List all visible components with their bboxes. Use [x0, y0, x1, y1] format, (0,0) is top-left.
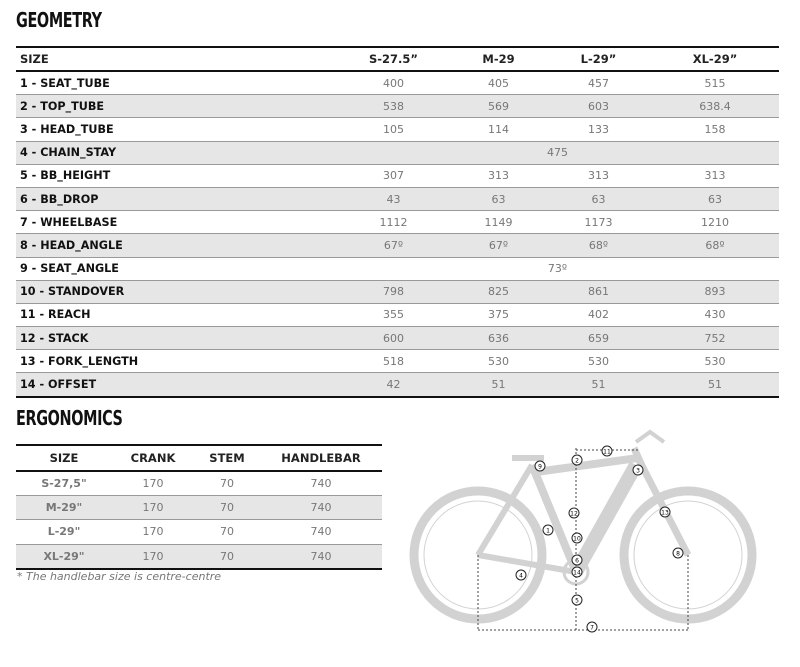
diagram-marker-label: 9: [538, 463, 542, 471]
ergonomics-value: 70: [220, 501, 234, 515]
ergonomics-value: 740: [310, 549, 332, 563]
geometry-merged-value: 73º: [547, 262, 568, 276]
ergonomics-table-body: [16, 471, 382, 569]
geometry-value: 51: [708, 378, 722, 392]
geometry-value: 105: [383, 122, 404, 136]
geometry-value: 659: [588, 331, 609, 345]
ergonomics-value: 170: [142, 501, 164, 515]
geometry-value: 51: [491, 378, 506, 392]
geometry-value: 798: [383, 285, 404, 299]
geometry-value: 68º: [705, 238, 725, 252]
diagram-marker: [660, 507, 670, 517]
ergonomics-col-stem: STEM: [209, 451, 245, 465]
geometry-row: [16, 257, 779, 280]
ergonomics-value: 170: [142, 477, 164, 491]
diagram-marker-label: 5: [575, 597, 579, 605]
geometry-value: 569: [488, 99, 509, 113]
ergonomics-value: 170: [142, 525, 164, 539]
diagram-marker-label: 1: [546, 527, 550, 535]
ergonomics-col-size: SIZE: [49, 451, 79, 465]
geometry-value: 530: [588, 354, 609, 368]
geometry-row: [16, 280, 779, 303]
geometry-row: [16, 95, 779, 118]
geometry-row-label: 2 - TOP_TUBE: [20, 99, 105, 113]
ergonomics-value: 70: [220, 477, 234, 491]
geometry-value: 1149: [484, 215, 513, 229]
geometry-row-label: 11 - REACH: [20, 308, 91, 322]
geometry-row: [16, 211, 779, 234]
diagram-marker-label: 10: [573, 535, 581, 543]
diagram-marker-label: 11: [603, 448, 611, 456]
ergonomics-row-label: XL-29": [43, 549, 85, 563]
diagram-marker: [572, 555, 582, 565]
ergonomics-col-handlebar: HANDLEBAR: [281, 451, 361, 465]
diagram-marker-label: 6: [575, 557, 579, 565]
geometry-value: 1173: [584, 215, 613, 229]
geometry-value: 307: [383, 169, 404, 183]
diagram-marker-label: 2: [575, 457, 579, 465]
top-tube: [536, 458, 638, 472]
geometry-value: 825: [488, 285, 509, 299]
geometry-value: 158: [704, 122, 726, 136]
diagram-marker-label: 14: [573, 569, 581, 577]
geometry-row-label: 14 - OFFSET: [20, 378, 97, 392]
geometry-row-label: 4 - CHAIN_STAY: [20, 146, 117, 160]
geometry-table-body: [16, 71, 779, 397]
geometry-col-l: L-29”: [580, 52, 617, 66]
geometry-row: [16, 350, 779, 373]
geometry-row: [16, 71, 779, 95]
ergonomics-row: [16, 471, 382, 496]
geometry-value: 63: [708, 192, 722, 206]
geometry-row: [16, 118, 779, 141]
ergonomics-table: [16, 444, 382, 570]
ergonomics-value: 70: [220, 549, 234, 563]
ergonomics-row: [16, 544, 382, 569]
ergonomics-value: 740: [310, 525, 332, 539]
geometry-value: 638.4: [699, 99, 731, 113]
geometry-value: 133: [588, 122, 609, 136]
geometry-row-label: 9 - SEAT_ANGLE: [20, 262, 119, 276]
geometry-value: 313: [488, 169, 509, 183]
diagram-marker-label: 13: [661, 509, 669, 517]
geometry-value: 68º: [588, 238, 609, 252]
diagram-marker: [602, 446, 612, 456]
geometry-heading: GEOMETRY: [16, 8, 102, 32]
geometry-row-label: 13 - FORK_LENGTH: [20, 354, 139, 368]
geometry-row: [16, 187, 779, 210]
diagram-marker-label: 12: [570, 510, 578, 518]
geometry-row-label: 8 - HEAD_ANGLE: [20, 238, 123, 252]
geometry-row-label: 1 - SEAT_TUBE: [20, 76, 110, 90]
geometry-value: 51: [591, 378, 606, 392]
diagram-marker-label: 4: [519, 572, 523, 580]
geometry-row: [16, 303, 779, 326]
geometry-row-label: 5 - BB_HEIGHT: [20, 169, 111, 183]
geometry-row: [16, 234, 779, 257]
geometry-value: 400: [383, 76, 404, 90]
geometry-header-row: [16, 47, 779, 71]
geometry-value: 402: [588, 308, 609, 322]
ergonomics-header-row: [16, 445, 382, 471]
geometry-value: 1210: [701, 215, 729, 229]
geometry-value: 67º: [488, 238, 509, 252]
geometry-value: 114: [488, 122, 509, 136]
diagram-marker: [572, 567, 582, 577]
diagram-marker: [543, 525, 553, 535]
ergonomics-heading: ERGONOMICS: [16, 406, 123, 430]
diagram-marker-label: 3: [636, 467, 640, 475]
geometry-row: [16, 164, 779, 187]
geometry-row-label: 10 - STANDOVER: [20, 285, 125, 299]
ergonomics-row: [16, 520, 382, 544]
geometry-value: 42: [386, 378, 401, 392]
diagram-marker: [587, 622, 597, 632]
geometry-value: 518: [383, 354, 404, 368]
geometry-value: 1112: [379, 215, 408, 229]
geometry-value: 457: [588, 76, 609, 90]
geometry-value: 861: [588, 285, 609, 299]
bike-geometry-diagram: [406, 420, 790, 645]
ergonomics-row-label: S-27,5": [41, 477, 87, 491]
diagram-marker: [535, 461, 545, 471]
ergonomics-value: 740: [310, 501, 332, 515]
geometry-row-label: 7 - WHEELBASE: [20, 215, 118, 229]
geometry-row: [16, 373, 779, 397]
geometry-table: [16, 46, 779, 398]
geometry-merged-value: 475: [547, 146, 568, 160]
geometry-value: 530: [488, 354, 509, 368]
chain-stay-tube: [478, 555, 576, 572]
ergonomics-row-label: L-29": [47, 525, 81, 539]
ergonomics-value: 70: [220, 525, 234, 539]
geometry-value: 375: [488, 308, 509, 322]
geometry-value: 515: [704, 76, 726, 90]
ergonomics-row: [16, 496, 382, 520]
diagram-marker-label: 8: [676, 550, 680, 558]
geometry-row-label: 6 - BB_DROP: [20, 192, 99, 206]
geometry-col-m: M-29: [482, 52, 515, 66]
geometry-col-size: SIZE: [20, 52, 49, 66]
diagram-marker: [633, 465, 643, 475]
geometry-value: 530: [704, 354, 726, 368]
diagram-marker: [572, 533, 582, 543]
geometry-value: 430: [704, 308, 726, 322]
geometry-value: 63: [591, 192, 606, 206]
diagram-marker: [572, 595, 582, 605]
diagram-marker-label: 7: [590, 624, 594, 632]
ergonomics-value: 740: [310, 477, 332, 491]
diagram-marker: [569, 508, 579, 518]
geometry-value: 603: [588, 99, 609, 113]
handlebar-footnote: * The handlebar size is centre-centre: [17, 570, 222, 583]
geometry-value: 313: [704, 169, 726, 183]
handlebar: [636, 432, 664, 442]
geometry-value: 538: [383, 99, 404, 113]
geometry-row: [16, 141, 779, 164]
geometry-value: 893: [704, 285, 726, 299]
geometry-row-label: 12 - STACK: [20, 331, 89, 345]
diagram-marker: [673, 548, 683, 558]
ergonomics-value: 170: [142, 549, 164, 563]
geometry-value: 405: [488, 76, 509, 90]
ergonomics-row-label: M-29": [45, 501, 83, 515]
geometry-col-s: S-27.5”: [369, 52, 418, 66]
geometry-row: [16, 327, 779, 350]
geometry-value: 313: [588, 169, 609, 183]
diagram-marker: [572, 455, 582, 465]
geometry-value: 600: [383, 331, 404, 345]
geometry-col-xl: XL-29”: [692, 52, 738, 66]
geometry-value: 63: [491, 192, 506, 206]
geometry-value: 67º: [383, 238, 404, 252]
geometry-value: 636: [488, 331, 509, 345]
geometry-row-label: 3 - HEAD_TUBE: [20, 122, 114, 136]
ergonomics-col-crank: CRANK: [130, 451, 176, 465]
diagram-marker: [516, 570, 526, 580]
geometry-value: 43: [386, 192, 401, 206]
geometry-value: 355: [383, 308, 404, 322]
geometry-value: 752: [704, 331, 726, 345]
